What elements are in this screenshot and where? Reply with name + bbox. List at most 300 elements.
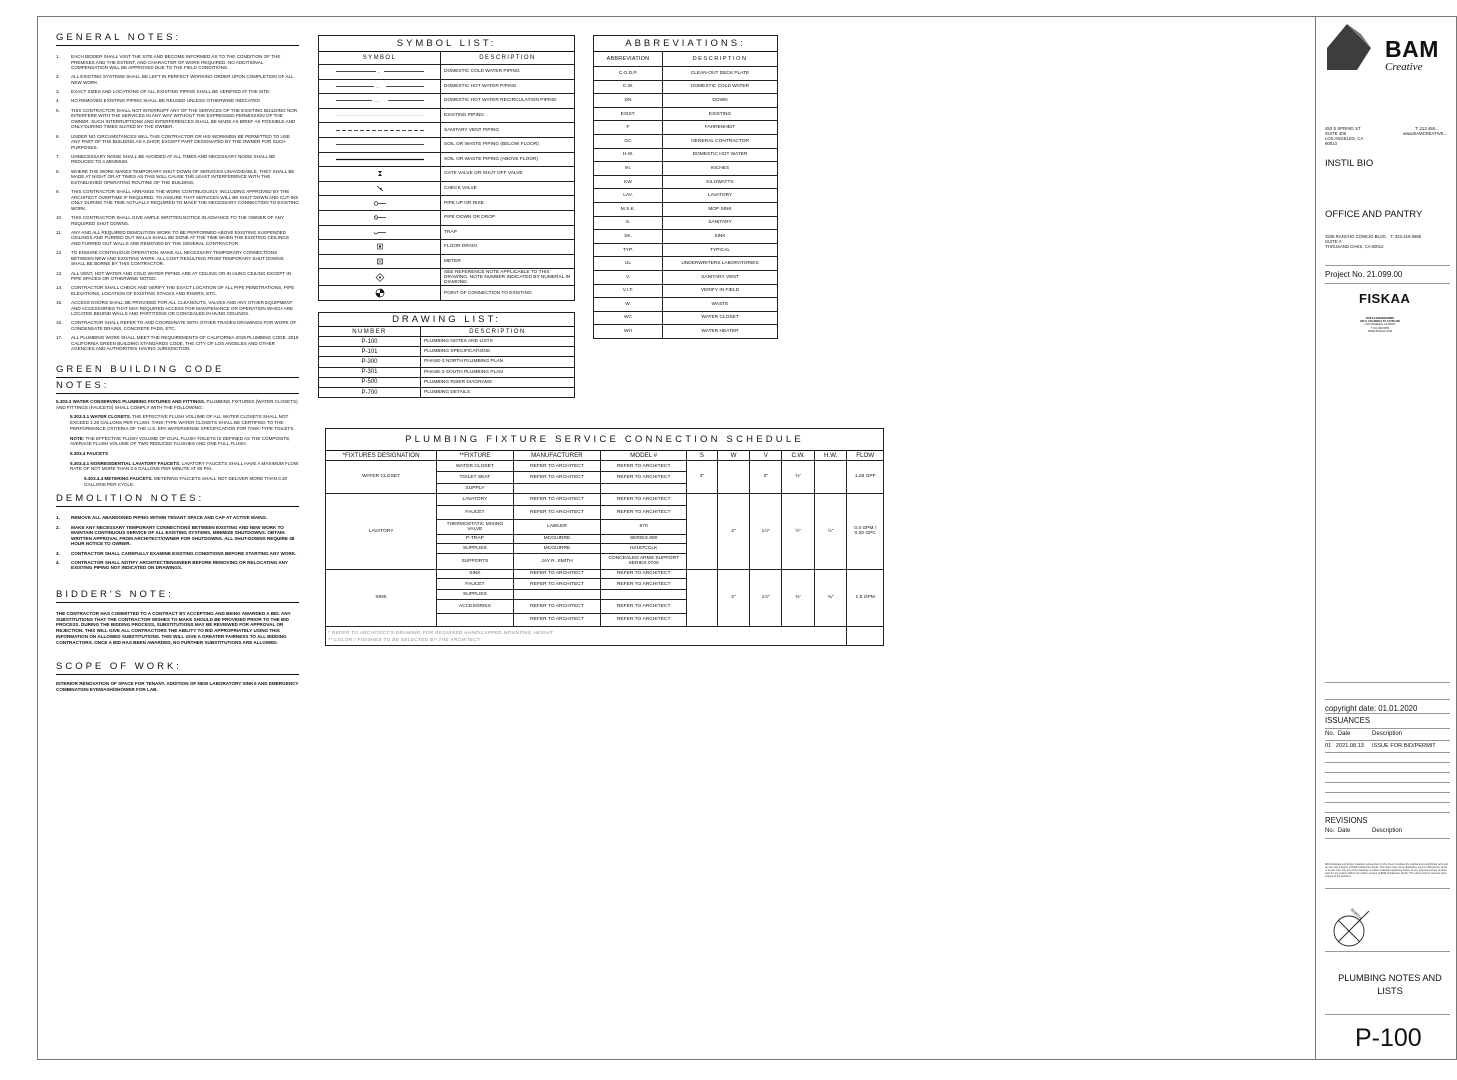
- manufacturer: [513, 484, 601, 494]
- general-note-item: [56, 230, 299, 247]
- abbreviation-row: [594, 298, 778, 312]
- symbol-description: CHECK VALVE: [441, 181, 575, 196]
- note-text: REMOVE ALL ABANDONED PIPING WITHIN TENANT SPACE AND CAP AT ACTIVE MAINS.: [71, 515, 268, 521]
- pipe-symbol-icon: [336, 229, 424, 236]
- bam-logo-icon: [1325, 22, 1375, 72]
- abbreviation-row: [594, 216, 778, 230]
- abbreviation-description: GENERAL CONTRACTOR: [663, 134, 778, 148]
- note-text: TO ENSURE CONTINUOUS OPERATION, MAKE ALL NECESSARY TEMPORARY CONNECTIONS BETWEEN NEW AND EXISTING WORK. ALL COST RESULTING FROM TEMPORARY SHUT DOWNS SHALL BE BORNE BY THIS CONTRACTOR.: [71, 250, 284, 267]
- pipe-symbol-icon: [336, 273, 424, 282]
- pipe-symbol-icon: [336, 288, 424, 298]
- demolition-notes-list: [56, 515, 299, 571]
- svg-text:-: -: [377, 69, 379, 75]
- pipe-symbol-icon: [336, 113, 424, 118]
- schedule-title: PLUMBING FIXTURE SERVICE CONNECTION SCHEDULE: [326, 429, 884, 451]
- green-building-heading: GREEN BUILDING CODE: [56, 364, 225, 376]
- drawing-row: [319, 347, 575, 357]
- symbol-row: [319, 225, 575, 240]
- symbol-row: [319, 94, 575, 109]
- bam-logo: [1325, 22, 1439, 77]
- drawing-row: [319, 337, 575, 347]
- general-note-item: [56, 74, 299, 85]
- logo-word: BAM: [1385, 36, 1439, 62]
- note-text: ALL PLUMBING WORK SHALL MEET THE REQUIREMENTS OF CALIFORNIA 2019 PLUMBING CODE, 2019 CALIFORNIA GREEN BUILDING STANDARDS CODE, THE CITY OF LOS ANGELES AND OTHER AGENCIES AND AUTHORITIES HAVING JURISDICTION.: [71, 335, 299, 352]
- fixture-schedule-table: [325, 428, 884, 646]
- pipe-symbol-icon: [336, 214, 424, 221]
- demolition-note-item: [56, 551, 299, 557]
- green-note-dual-flush: NOTE: THE EFFECTIVE FLUSH VOLUME OF DUAL FLUSH TOILETS IS DEFINED AS THE COMPOSITE, AVERAGE FLUSH VOLUME OF TWO REDUCED FLUSHES AND ONE FULL FLUSH.: [70, 435, 291, 447]
- note-text: NO REMOVED EXISTING PIPING SHALL BE REUSED UNLESS OTHERWISE INDICATED.: [71, 98, 262, 104]
- abbreviation: WC: [594, 311, 663, 325]
- green-building-notes-section: [56, 364, 299, 487]
- drawing-row: [319, 387, 575, 397]
- fixture-name: FAUCET: [437, 579, 513, 590]
- issuances-header-row: No. Date Description: [1325, 731, 1403, 737]
- fixture-name: SUPPLIES: [437, 590, 513, 600]
- general-note-item: [56, 154, 299, 165]
- drawing-description: PHASE-3 SOUTH PLUMBING PLAN: [421, 367, 575, 377]
- general-note-item: [56, 108, 299, 130]
- title-block-rule: [1325, 682, 1450, 683]
- demolition-note-item: [56, 515, 299, 521]
- note-number: 3.: [56, 89, 60, 95]
- symbol-description: POINT OF CONNECTION TO EXISTING: [441, 286, 575, 301]
- connection-size-flow: 0.4 GPM / 0.20 GPC: [847, 493, 884, 569]
- abbreviation: UL: [594, 257, 663, 271]
- firm-contact: T: 213.465... www.BAMCREATIVE...: [1403, 126, 1448, 136]
- abbreviation-row: [594, 189, 778, 203]
- copyright-fineprint: BAM drawings and written materials represented on this sheet constitute the original and unpublished work and are the sole property of BAM Architecture Studio. This sheet may not be duplicated, used or disclosed in whole or in part. Use may any of the drawings or written materials appearing within, for any purpose and any another work for any reason without the written consent of BAM Architecture Studio. This sheet must be returned upon request of the Architect.: [1325, 863, 1448, 878]
- fixture-name: SUPPLY: [437, 484, 513, 494]
- fixture-name: TOILET SEAT: [437, 472, 513, 484]
- symbol-row: [319, 240, 575, 255]
- general-note-item: [56, 215, 299, 226]
- sheet-title: PLUMBING NOTES AND LISTS: [1338, 973, 1442, 996]
- manufacturer: REFER TO ARCHITECT: [513, 599, 601, 613]
- pipe-symbol-icon: [336, 128, 424, 133]
- note-text: CONTRACTOR SHALL CHECK AND VERIFY THE EXACT LOCATION OF ALL PIPE PENETRATIONS, PIPE ELEVATIONS, LOCATION OF EXISTING STACKS AND RISERS, ETC.: [71, 285, 295, 296]
- model-number: CONCEALED ARMS SUPPORT SERIES 0700: [601, 553, 687, 569]
- description-column-header: DESCRIPTION: [441, 52, 575, 65]
- connection-size-hw: ¾": [814, 569, 847, 626]
- title-block: [1315, 16, 1448, 1060]
- client-name: INSTIL BIO: [1325, 158, 1374, 169]
- fixture-name: SUPPORTS: [437, 553, 513, 569]
- model-number: REFER TO ARCHITECT: [601, 569, 687, 579]
- green-note-5-303-4-4: 5.303.4.4 METERING FAUCETS. METERING FAUCETS SHALL NOT DELIVER MORE THAN 0.20 GALLONS PER CYCLE.: [84, 476, 288, 487]
- connection-size-v: 1½": [750, 569, 782, 626]
- symbol-description: SEE REFERENCE NOTE APPLICABLE TO THIS DRAWING. NOTE NUMBER INDICATED BY NUMERAL IN DIAMOND.: [441, 269, 575, 286]
- connection-size-flow: 1.5 GPM: [847, 569, 884, 626]
- manufacturer: MCGUIRRE: [513, 544, 601, 554]
- general-note-item: [56, 89, 299, 95]
- abbreviation-row: [594, 243, 778, 257]
- model-number: SERIES 800: [601, 534, 687, 544]
- connection-size-cw: ½": [782, 493, 815, 569]
- abbreviation-row: [594, 134, 778, 148]
- issuances-heading: ISSUANCES: [1325, 716, 1371, 725]
- model-number: REFER TO ARCHITECT: [601, 579, 687, 590]
- svg-text:- -: - -: [375, 83, 380, 89]
- manufacturer: REFER TO ARCHITECT: [513, 569, 601, 579]
- schedule-column-header: *FIXTURES DESIGNATION: [326, 451, 437, 461]
- schedule-footnotes: * REFER TO ARCHITECT'S DRAWING FOR REQUIRED HANDICAPPED MOUNTING HEIGHT ** COLOR / FINISHES TO BE SELECTED BY THE ARCHITECT: [326, 626, 847, 645]
- connection-size-hw: ½": [814, 493, 847, 569]
- symbol-graphic-cell: [319, 210, 441, 225]
- pipe-symbol-icon: [336, 84, 424, 89]
- connection-size-flow: 1.28 GPF: [847, 461, 884, 494]
- connection-size-cw: ¾": [782, 569, 815, 626]
- logo-subtitle: Creative: [1385, 61, 1423, 73]
- scope-of-work-heading: SCOPE OF WORK:: [56, 661, 299, 675]
- title-block-rule: [1325, 782, 1450, 783]
- schedule-column-header: MODEL #: [601, 451, 687, 461]
- manufacturer: JAY R. SMITH: [513, 553, 601, 569]
- north-arrow: [1329, 901, 1379, 956]
- green-note-5-303-3: 5.303.3 WATER CONSERVING PLUMBING FIXTURES AND FITTINGS. PLUMBING FIXTURES (WATER CLOSETS) AND FITTINGS (FAUCETS) SHALL COMPLY WITH THE FOLLOWING:: [56, 399, 298, 410]
- abbreviation: V.I.F.: [594, 284, 663, 298]
- scope-of-work-section: [56, 661, 299, 692]
- model-number: REFER TO ARCHITECT: [601, 461, 687, 472]
- general-notes-section: [56, 32, 299, 352]
- fixture-name: SINK: [437, 569, 513, 579]
- green-notes-heading: NOTES:: [56, 377, 299, 394]
- schedule-row: [326, 461, 884, 472]
- note-number: 2.: [56, 524, 60, 530]
- model-number: REFER TO ARCHITECT: [601, 613, 687, 626]
- abbreviation-row: [594, 162, 778, 176]
- symbol-graphic-cell: [319, 79, 441, 94]
- drawing-row: [319, 367, 575, 377]
- drawing-description-column-header: DESCRIPTION: [421, 327, 575, 337]
- fixture-name: [437, 613, 513, 626]
- abbreviation-description: SANITARY VENT: [663, 270, 778, 284]
- note-text: CONTRACTOR SHALL NOTIFY ARCHITECT/ENGINEER BEFORE REMOVING OR RELOCATING ANY EXISTING PIPING NOT INDICATED ON DRAWINGS.: [71, 559, 288, 571]
- symbol-row: [319, 152, 575, 167]
- note-text: ANY AND ALL REQUIRED DEMOLITION WORK TO BE PERFORMED ABOVE EXISTING SUSPENDED CEILINGS AND FURRED OUT WALLS SHALL BE DONE AT THE TIME WHEN THE EXISTING CEILINGS AND FURRED OUT WALLS ARE REMOVED BY THE GENERAL CONTRACTOR.: [71, 229, 289, 246]
- abbreviation-description: SINK: [663, 230, 778, 244]
- copyright-date: copyright date: 01.01.2020: [1325, 704, 1418, 713]
- schedule-column-header: MANUFACTURER: [513, 451, 601, 461]
- note-text: CONTRACTOR SHALL CAREFULLY EXAMINE EXISTING CONDITIONS BEFORE STARTING ANY WORK.: [71, 550, 297, 556]
- drawing-list-table: [318, 312, 575, 398]
- abbreviation-description-header: DESCRIPTION: [663, 52, 778, 67]
- connection-size-w: [717, 461, 750, 494]
- pipe-symbol-icon: [336, 243, 424, 250]
- symbol-description: PIPE DOWN OR DROP: [441, 210, 575, 225]
- schedule-row: [326, 569, 884, 579]
- manufacturer: MCGUIRRE: [513, 534, 601, 544]
- symbol-graphic-cell: [319, 196, 441, 211]
- general-note-item: [56, 250, 299, 267]
- symbol-description: DOMESTIC COLD WATER PIPING: [441, 65, 575, 80]
- demolition-note-item: [56, 560, 299, 571]
- site-address: 1535 RANCHO CONEJO BLVD. T: 323.419.0685 SUITE A THOUSAND OAKS, CA 90012: [1325, 234, 1422, 249]
- manufacturer: REFER TO ARCHITECT: [513, 505, 601, 519]
- abbreviation-description: INCHES: [663, 162, 778, 176]
- note-number: 5.: [56, 107, 60, 113]
- general-note-item: [56, 335, 299, 352]
- bidders-note-section: [56, 589, 299, 645]
- project-name: OFFICE AND PANTRY: [1325, 209, 1423, 220]
- green-note-5-303-3-1: 5.303.3.1 WATER CLOSETS. THE EFFECTIVE FLUSH VOLUME OF ALL WATER CLOSETS SHALL NOT EXCEED 1.28 GALLONS PER FLUSH. TANK-TYPE WATER CLOSETS SHALL BE CERTIFIED TO THE PERFORMANCE CRITERIA OF THE U.S. EPA WATERSENSE SPECIFICATION FOR TANK-TYPE TOILETS.: [70, 414, 295, 431]
- symbol-description: EXISTING PIPING: [441, 108, 575, 123]
- manufacturer: REFER TO ARCHITECT: [513, 613, 601, 626]
- divider-north: [1325, 888, 1450, 889]
- abbreviation-description: VERIFY IN FIELD: [663, 284, 778, 298]
- symbol-description: PIPE UP OR RISE: [441, 196, 575, 211]
- symbol-graphic-cell: [319, 225, 441, 240]
- connection-size-v: 1½": [750, 493, 782, 569]
- divider-sheet-number: [1325, 1014, 1450, 1015]
- abbreviation: SK.: [594, 230, 663, 244]
- fixture-designation: SINK: [326, 569, 437, 626]
- title-block-rule: [1325, 772, 1450, 773]
- abbreviation-description: DOWN: [663, 94, 778, 108]
- schedule-column-header: FLOW: [847, 451, 884, 461]
- symbol-description: DOMESTIC HOT WATER PIPING: [441, 79, 575, 94]
- abbreviation: LAV.: [594, 189, 663, 203]
- schedule-column-header: **FIXTURE: [437, 451, 513, 461]
- manufacturer: REFER TO ARCHITECT: [513, 579, 601, 590]
- title-block-rule: [1325, 699, 1450, 700]
- pipe-symbol-icon: [336, 98, 424, 103]
- note-number: 6.: [56, 133, 60, 139]
- symbol-row: [319, 108, 575, 123]
- drawing-number: P-500: [319, 377, 421, 387]
- symbol-row: [319, 65, 575, 80]
- symbol-row: [319, 254, 575, 269]
- schedule-column-header: S: [686, 451, 717, 461]
- green-note-5-303-4: 5.303.4 FAUCETS: [70, 450, 109, 456]
- symbol-graphic-cell: [319, 123, 441, 138]
- bidders-note-heading: BIDDER'S NOTE:: [56, 589, 299, 603]
- symbol-row: [319, 286, 575, 301]
- demolition-notes-heading: DEMOLITION NOTES:: [56, 493, 299, 507]
- note-number: 12.: [56, 250, 63, 256]
- note-number: 7.: [56, 153, 60, 159]
- abbreviation: M.S.K.: [594, 202, 663, 216]
- bidders-note-text: THE CONTRACTOR HAS COMMITTED TO A CONTRACT BY ACCEPTING AND BEING AWARDED A BID. ANY SUBSTITUTIONS THAT THE CONTRACTOR WISHES TO MAKE SHOULD BE PROVIDED PRIOR TO THE BID PROCESS. DURING THE BIDDING PROCESS, SUBSTITUTIONS MAY BE REVIEWED FOR APPROVAL OR REJECTION. THIS WILL GIVE ALL CONTRACTORS THE ABILITY TO BID APPROPRIATELY USING THIS INFORMATION ON ALLOWED SUBSTITUTIONS. THIS WILL GIVE A GREATER FAIRNESS TO ALL BIDDING CONTRACTORS. ONCE A BID HAS BEEN AWARDED, NO FURTHER SUBSTITUTIONS ARE ALLOWED.: [56, 611, 291, 645]
- fixture-name: ACCESORIES: [437, 599, 513, 613]
- note-number: 17.: [56, 335, 63, 341]
- abbreviation-description: LAVATORY: [663, 189, 778, 203]
- symbol-description: FLOOR DRAIN: [441, 240, 575, 255]
- drawing-list-title: DRAWING LIST:: [319, 313, 575, 327]
- general-note-item: [56, 300, 299, 317]
- symbol-graphic-cell: [319, 254, 441, 269]
- project-number: Project No. 21.099.00: [1325, 270, 1403, 279]
- abbreviation-description: DOMESTIC COLD WATER: [663, 80, 778, 94]
- abbreviation-row: [594, 175, 778, 189]
- symbol-description: SOIL OR WASTE PIPING (ABOVE FLOOR): [441, 152, 575, 167]
- symbol-graphic-cell: [319, 137, 441, 152]
- symbol-description: METER: [441, 254, 575, 269]
- abbreviation-row: [594, 202, 778, 216]
- title-block-rule: [1325, 812, 1450, 813]
- schedule-column-header: V: [750, 451, 782, 461]
- abbreviation: W.: [594, 298, 663, 312]
- abbreviation-description: WATER HEATER: [663, 325, 778, 339]
- schedule-row: [326, 493, 884, 505]
- fixture-name: SUPPLIES: [437, 544, 513, 554]
- symbol-row: [319, 269, 575, 286]
- note-number: 3.: [56, 550, 60, 556]
- abbreviation-row: [594, 311, 778, 325]
- note-text: THIS CONTRACTOR SHALL NOT INTERRUPT ANY OF THE SERVICES OF THE EXISTING BUILDING NOR INTERFERE WITH THE SERVICES IN ANY WAY WITHOUT THE EXPRESSED PERMISSION OF THE OWNER. SUCH INTERRUPTIONS AND INTERFERENCES SHALL BE MADE AS BRIEF AS POSSIBLE AND ONLY DURING TIMES SUITED BY THE OWNER.: [71, 107, 298, 130]
- abbreviation-description: TYPICAL: [663, 243, 778, 257]
- note-number: 4.: [56, 559, 60, 565]
- symbol-graphic-cell: [319, 108, 441, 123]
- symbol-graphic-cell: [319, 167, 441, 182]
- connection-size-hw: [814, 461, 847, 494]
- north-label: NORTH: [1349, 907, 1364, 921]
- title-block-rule: [1325, 713, 1450, 714]
- svg-text:- - -: - - -: [373, 98, 380, 104]
- model-number: 570: [601, 519, 687, 534]
- connection-size-v: 2": [750, 461, 782, 494]
- drawing-description: PLUMBING SPECIFICATIONS: [421, 347, 575, 357]
- connection-size-cw: ¾": [782, 461, 815, 494]
- note-number: 2.: [56, 74, 60, 80]
- abbreviation: EXIST.: [594, 107, 663, 121]
- symbol-graphic-cell: [319, 94, 441, 109]
- abbreviations-title: ABBREVIATIONS:: [594, 36, 778, 52]
- abbreviation-row: [594, 270, 778, 284]
- pipe-symbol-icon: [336, 200, 424, 207]
- pipe-symbol-icon: [336, 142, 424, 147]
- connection-size-w: 2": [717, 569, 750, 626]
- abbreviation-row: [594, 257, 778, 271]
- pipe-symbol-icon: [336, 157, 424, 162]
- symbol-graphic-cell: [319, 181, 441, 196]
- symbol-graphic-cell: [319, 286, 441, 301]
- engineer-logo: FISKAA: [1359, 291, 1411, 306]
- symbol-description: SANITARY VENT PIPING: [441, 123, 575, 138]
- general-note-item: [56, 285, 299, 296]
- note-number: 16.: [56, 320, 63, 326]
- manufacturer: REFER TO ARCHITECT: [513, 472, 601, 484]
- abbreviation-row: [594, 107, 778, 121]
- pipe-symbol-icon: [336, 258, 424, 265]
- symbol-row: [319, 79, 575, 94]
- drawing-number: P-700: [319, 387, 421, 397]
- title-block-rule: [1325, 728, 1450, 729]
- abbreviation: KW: [594, 175, 663, 189]
- symbol-row: [319, 210, 575, 225]
- abbreviation-column-header: ABBREVIATION: [594, 52, 663, 67]
- schedule-column-header: C.W.: [782, 451, 815, 461]
- fixture-name: LAVATORY: [437, 493, 513, 505]
- note-text: ACCESS DOORS SHALL BE PROVIDED FOR ALL CLEANOUTS, VALVES AND ANY OTHER EQUIPMENT AND ACCESSORIES THAT MAY REQUIRED ACCESS FOR MAINTENANCE OR OPERATION WHICH ARE LOCATED BEHIND WALLS AND PARTITIONS OR CONCEALED IN HUNG CEILINGS.: [71, 300, 294, 317]
- abbreviation-description: KILOWATTS: [663, 175, 778, 189]
- engineer-info: FISKAA ENGINEERING 900 S. FIGUEROA ST. SUITE 900 LOS ANGELES, CA 90017 T 213 400-5655 WWW.FISKAA.COM: [1360, 317, 1400, 333]
- note-text: MAKE ANY NECESSARY TEMPORARY CONNECTIONS BETWEEN EXISTING AND NEW WORK TO MAINTAIN CONTINUOUS SERVICE OF ALL EXISTING SYSTEMS. MINIMIZE SHUTDOWNS. OBTAIN WRITTEN APPROVAL FROM ARCHITECT/OWNER FOR SHUTDOWNS. ALL SHUT-DOWNS REQUIRE 48 HOUR NOTICE TO OWNER.: [71, 524, 295, 547]
- note-text: UNNECESSARY NOISE SHALL BE AVOIDED AT ALL TIMES AND NECESSARY NOISE SHALL BE REDUCED TO A MINIMUM.: [71, 153, 276, 165]
- note-text: CONTRACTOR SHALL REFER TO AND COORDINATE WITH OTHER TRADES DRAWINGS FOR WORK OF CONDENSATE DRAINS, CONCRETE PADS, ETC.: [71, 320, 297, 332]
- general-note-item: [56, 320, 299, 331]
- general-note-item: [56, 169, 299, 186]
- abbreviation: S.: [594, 216, 663, 230]
- note-text: EXACT SIZES AND LOCATIONS OF ALL EXISTING PIPING SHALL BE VERIFIED AT THE SITE.: [71, 89, 271, 95]
- abbreviation-description: FAHRENHEIT: [663, 121, 778, 135]
- abbreviation-description: WASTE: [663, 298, 778, 312]
- drawing-number: P-300: [319, 357, 421, 367]
- symbol-row: [319, 196, 575, 211]
- abbreviation-row: [594, 80, 778, 94]
- abbreviation-description: CLEAN-OUT DECK PLATE: [663, 67, 778, 81]
- divider-revisions: [1325, 838, 1450, 839]
- abbreviation-row: [594, 67, 778, 81]
- abbreviation-description: UNDERWRITERS LABORATORIES: [663, 257, 778, 271]
- abbreviation-row: [594, 325, 778, 339]
- abbreviation-description: SANITARY: [663, 216, 778, 230]
- manufacturer: [513, 590, 601, 600]
- model-number: [601, 484, 687, 494]
- title-block-rule: [1325, 752, 1450, 753]
- model-number: H2167CCLK: [601, 544, 687, 554]
- model-number: REFER TO ARCHITECT: [601, 472, 687, 484]
- symbol-list-table: [318, 35, 575, 301]
- symbol-row: [319, 137, 575, 152]
- schedule-footnote-blank: [847, 626, 884, 645]
- revisions-header-row: No. Date Description: [1325, 828, 1403, 834]
- abbreviation-row: [594, 284, 778, 298]
- abbreviation: TYP.: [594, 243, 663, 257]
- abbreviation: F: [594, 121, 663, 135]
- fixture-name: THERMOSTATIC MIXING VALVE: [437, 519, 513, 534]
- divider-1: [1325, 265, 1450, 266]
- number-column-header: NUMBER: [319, 327, 421, 337]
- abbreviations-table: [593, 35, 778, 339]
- fixture-designation: WATER CLOSET: [326, 461, 437, 494]
- abbreviation-description: WATER CLOSET: [663, 311, 778, 325]
- fixture-name: FAUCET: [437, 505, 513, 519]
- drawing-description: PLUMBING DETAILS: [421, 387, 575, 397]
- schedule-column-header: W: [717, 451, 750, 461]
- model-number: REFER TO ARCHITECT: [601, 505, 687, 519]
- drawing-row: [319, 357, 575, 367]
- manufacturer: REFER TO ARCHITECT: [513, 493, 601, 505]
- note-text: WHERE THE WORK MAKES TEMPORARY SHUT DOWN OF SERVICES UNAVOIDABLE, THEY SHALL BE MADE AT NIGHT OR AT TIMES AS THIS WILL CAUSE THE LEAST INTERFERENCE WITH THE ESTABLISHED OPERATING ROUTINE OF THE BUILDING.: [71, 168, 295, 185]
- general-notes-list: [56, 54, 299, 352]
- title-block-rule: [1325, 792, 1450, 793]
- drawing-description: PLUMBING NOTES AND LISTS: [421, 337, 575, 347]
- pipe-symbol-icon: [336, 185, 424, 192]
- abbreviation-row: [594, 94, 778, 108]
- note-text: UNDER NO CIRCUMSTANCES WILL THIS CONTRACTOR OR HIS WORKMEN BE PERMITTED TO USE ANY PART OF THE BUILDING AS A SHOP, EXCEPT PART DESIGNATED BY THE OWNER FOR SUCH PURPOSES.: [71, 133, 290, 150]
- note-text: THIS CONTRACTOR SHALL GIVE AMPLE WRITTEN NOTICE IN ADVANCE TO THE OWNER OF ANY REQUIRED SHUT DOWNS.: [71, 215, 284, 226]
- note-number: 11.: [56, 229, 63, 235]
- demolition-notes-section: [56, 493, 299, 571]
- abbreviation: C.O.D.P.: [594, 67, 663, 81]
- note-text: THIS CONTRACTOR SHALL ARRANGE THE WORK CONTINUOUSLY, INCLUDING APPROVED BY THE ARCHITECT OVERTIME IF REQUIRED, TO ASSURE THAT SERVICES WILL BE SHUT DOWN AND CUT-INS ONLY DURING THE TIME ACTUALLY REQUIRED TO MAKE THE NECESSARY CONNECTION TO EXISTING WORK.: [71, 189, 299, 211]
- fixture-name: WATER CLOSET: [437, 461, 513, 472]
- abbreviation: WH: [594, 325, 663, 339]
- fixture-designation: LAVATORY: [326, 493, 437, 569]
- drawing-number: P-100: [319, 337, 421, 347]
- note-number: 9.: [56, 189, 60, 195]
- scope-of-work-text: INTERIOR RENOVATION OF SPACE FOR TENANT. ADDITION OF NEW LABORATORY SINKS AND EMERGENCY COMBINATION EYEWASH/SHOWER FOR LAB.: [56, 681, 299, 692]
- general-note-item: [56, 271, 299, 282]
- pipe-symbol-icon: [336, 170, 424, 177]
- symbol-description: DOMESTIC HOT WATER RECIRCULATION PIPING: [441, 94, 575, 109]
- abbreviation-description: MOP SINK: [663, 202, 778, 216]
- abbreviation: DN: [594, 94, 663, 108]
- abbreviation-row: [594, 148, 778, 162]
- model-number: REFER TO ARCHITECT: [601, 599, 687, 613]
- symbol-graphic-cell: [319, 240, 441, 255]
